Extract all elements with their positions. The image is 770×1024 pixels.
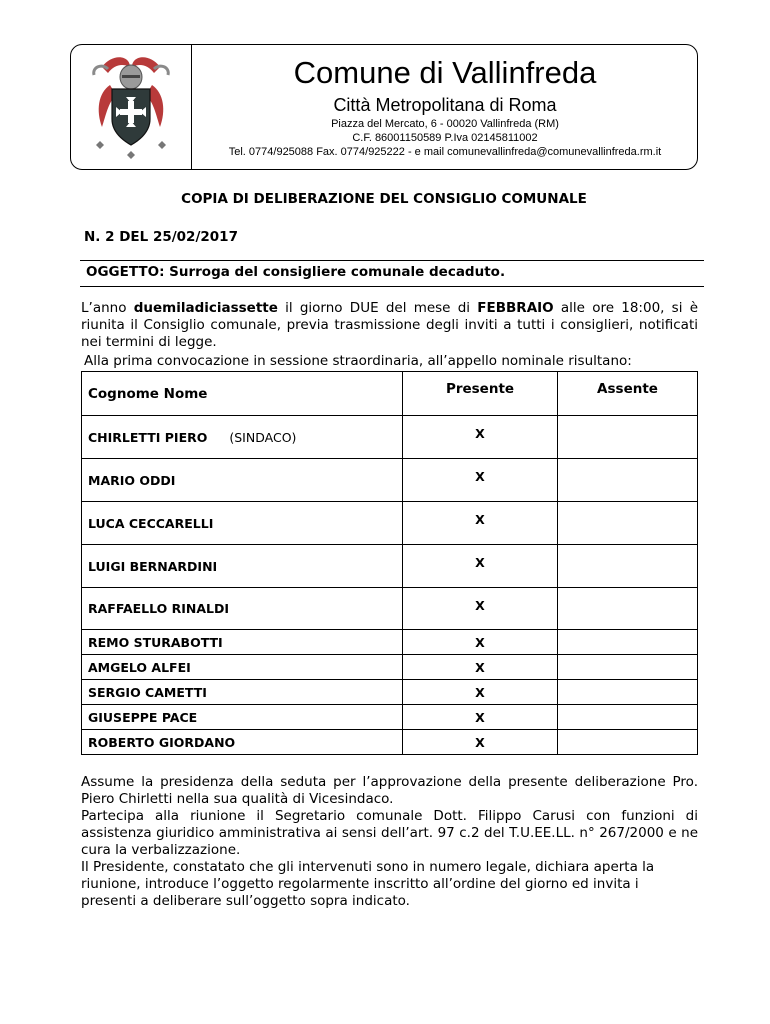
row-present: X xyxy=(403,502,558,545)
municipality-title: Comune di Vallinfreda xyxy=(293,55,597,90)
row-name: AMGELO ALFEI xyxy=(82,655,403,680)
secretary-paragraph: Partecipa alla riunione il Segretario comunale Dott. Filippo Carusi con funzioni di assistenza giuridico amministrativa ai sensi dell’art. 97 c.2 del T.U.EE.LL. n° 267/2000 e ne cura la verbalizzazione. xyxy=(81,808,698,858)
row-absent xyxy=(558,680,698,705)
table-row xyxy=(82,705,698,730)
row-present: X xyxy=(403,630,558,655)
row-name: REMO STURABOTTI xyxy=(82,630,403,655)
row-absent xyxy=(558,730,698,755)
table-row xyxy=(82,680,698,705)
table-row xyxy=(82,730,698,755)
row-name: LUIGI BERNARDINI xyxy=(82,545,403,588)
row-present: X xyxy=(403,680,558,705)
intro-text-3: alle ore 18:00, si è riunita il Consiglio comunale, previa trasmissione degli inviti a tutti i consiglieri, notificati nei termini di legge. xyxy=(81,300,699,350)
table-row xyxy=(82,655,698,680)
deliberation-number: N. 2 DEL 25/02/2017 xyxy=(84,229,238,245)
row-absent xyxy=(558,459,698,502)
row-present: X xyxy=(403,655,558,680)
presidency-paragraph: Assume la presidenza della seduta per l’approvazione della presente deliberazione Pro. Piero Chirletti nella sua qualità di Vicesindaco. xyxy=(81,774,698,807)
row-present: X xyxy=(403,416,558,459)
row-absent xyxy=(558,545,698,588)
row-present: X xyxy=(403,459,558,502)
row-present: X xyxy=(403,705,558,730)
coat-of-arms-icon xyxy=(72,45,190,167)
president-paragraph: Il Presidente, constatato che gli intervenuti sono in numero legale, dichiara aperta la riunione, introduce l’oggetto regolarmente inscritto all’ordine del giorno ed invita i presenti a deliberare sull’oggetto sopra indicato. xyxy=(81,859,655,909)
intro-text-1: L’anno xyxy=(81,300,134,316)
row-name: CHIRLETTI PIERO (SINDACO) xyxy=(82,416,403,459)
table-row xyxy=(82,416,698,459)
header-name: Cognome Nome xyxy=(82,372,403,416)
row-role: (SINDACO) xyxy=(229,429,297,445)
row-absent xyxy=(558,630,698,655)
row-present: X xyxy=(403,588,558,630)
intro-paragraph xyxy=(81,300,698,351)
header-present: Presente xyxy=(403,372,558,416)
document-title: COPIA DI DELIBERAZIONE DEL CONSIGLIO COMUNALE xyxy=(181,191,587,207)
header-absent: Assente xyxy=(558,372,698,416)
row-absent xyxy=(558,588,698,630)
row-name: RAFFAELLO RINALDI xyxy=(82,588,403,630)
table-row xyxy=(82,545,698,588)
table-row xyxy=(82,588,698,630)
subject-line: OGGETTO: Surroga del consigliere comunale decaduto. xyxy=(80,260,704,287)
row-absent xyxy=(558,705,698,730)
row-name: MARIO ODDI xyxy=(82,459,403,502)
row-name: GIUSEPPE PACE xyxy=(82,705,403,730)
logo-panel xyxy=(72,45,192,169)
table-row xyxy=(82,502,698,545)
row-absent xyxy=(558,502,698,545)
contacts-line: Tel. 0774/925088 Fax. 0774/925222 - e mail comunevallinfreda@comunevallinfreda.rm.it xyxy=(228,146,662,158)
table-row xyxy=(82,630,698,655)
row-present: X xyxy=(403,545,558,588)
row-name: SERGIO CAMETTI xyxy=(82,680,403,705)
table-header-row xyxy=(82,372,698,416)
row-absent xyxy=(558,416,698,459)
row-present: X xyxy=(403,730,558,755)
convocation-line: Alla prima convocazione in sessione straordinaria, all’appello nominale risultano: xyxy=(84,353,632,369)
attendance-table xyxy=(81,371,698,755)
address-line: Piazza del Mercato, 6 - 00020 Vallinfreda (RM) xyxy=(331,118,559,130)
row-name: ROBERTO GIORDANO xyxy=(82,730,403,755)
intro-month: FEBBRAIO xyxy=(477,300,554,316)
row-absent xyxy=(558,655,698,680)
table-row xyxy=(82,459,698,502)
row-name: LUCA CECCARELLI xyxy=(82,502,403,545)
intro-text-2: il giorno DUE del mese di xyxy=(277,300,478,316)
fiscal-line: C.F. 86001150589 P.Iva 02145811002 xyxy=(352,132,538,144)
intro-year: duemiladiciassette xyxy=(133,300,278,316)
municipality-subtitle: Città Metropolitana di Roma xyxy=(333,95,557,115)
closing-text xyxy=(81,774,698,910)
